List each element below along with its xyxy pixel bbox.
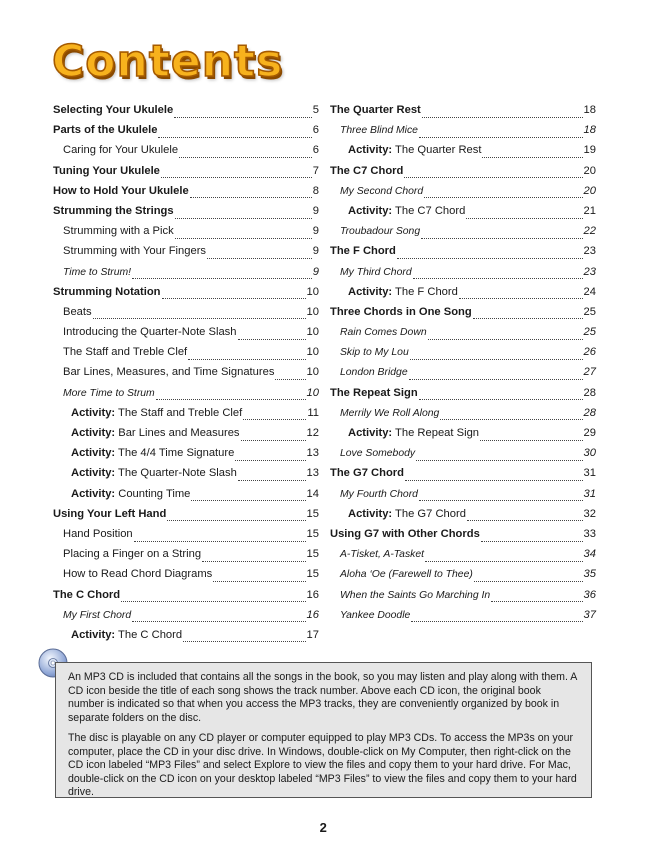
activity-title: The F Chord [395,285,458,298]
activity-label: Activity: [71,447,116,460]
toc-entry-title: A-Tisket, A-Tasket [340,549,425,561]
activity-title: The C7 Chord [395,204,466,217]
dot-leader [207,258,312,259]
dot-leader [183,641,305,642]
toc-page-number: 10 [306,386,319,399]
toc-page-number: 20 [583,164,596,177]
dot-leader [202,561,305,562]
toc-entry [330,427,596,447]
activity-label: Activity: [71,628,116,641]
toc-entry-title: My Second Chord [340,185,424,197]
activity-label: Activity: [348,507,393,520]
toc-entry [330,306,596,326]
toc-entry-title [348,427,479,439]
toc-entry-title [71,488,190,500]
dot-leader [410,359,583,360]
toc-page-number: 11 [307,406,319,419]
toc-entry-title: Selecting Your Ukulele [53,104,174,116]
toc-entry-title: Three Chords in One Song [330,305,472,318]
toc-entry [330,266,596,286]
toc-entry-title: Parts of the Ukulele [53,124,158,137]
toc-entry [53,548,319,568]
toc-entry-title: My Fourth Chord [340,488,418,500]
toc-page-number: 8 [312,184,319,197]
toc-entry [330,124,596,144]
toc-entry-title: The C7 Chord [330,164,404,177]
toc-page-number: 35 [583,568,596,581]
toc-entry [330,589,596,609]
toc-entry [53,407,319,427]
toc-entry [330,528,596,548]
dot-leader [474,581,583,582]
activity-label: Activity: [71,467,116,480]
dot-leader [425,561,583,562]
mp3-cd-note [55,662,592,798]
toc-page-number: 13 [306,467,319,480]
toc-entry [53,144,319,164]
toc-page-number: 14 [306,487,319,500]
dot-leader [235,460,305,461]
toc-entry-title: Bar Lines, Measures, and Time Signatures [63,366,275,379]
toc-page-number: 15 [306,568,319,581]
dot-leader [241,440,306,441]
toc-entry-title: Yankee Doodle [340,609,411,621]
toc-page-number: 6 [312,124,319,137]
dot-leader [428,339,583,340]
toc-entry-title: Aloha ‘Oe (Farewell to Thee) [340,569,473,581]
dot-leader [175,238,312,239]
dot-leader [156,399,306,400]
dot-leader [238,339,306,340]
dot-leader [481,541,583,542]
toc-page-number: 18 [583,124,596,137]
dot-leader [459,298,583,299]
dot-leader [238,480,306,481]
toc-entry-title: Strumming with a Pick [63,225,174,238]
dot-leader [174,117,312,118]
toc-entry-title: The Repeat Sign [330,386,418,399]
toc-right-column [330,104,596,629]
toc-entry [330,185,596,205]
activity-title: Bar Lines and Measures [118,427,240,439]
toc-entry [53,225,319,245]
toc-page-number: 9 [312,245,319,258]
toc-entry-title: Skip to My Lou [340,347,409,359]
activity-title: The Repeat Sign [395,427,480,439]
toc-page-number: 16 [306,588,319,601]
toc-entry [53,609,319,629]
dot-leader [161,177,312,178]
toc-page-number: 28 [583,406,596,419]
toc-page-number: 21 [583,204,596,217]
toc-page-number: 5 [312,104,319,116]
toc-entry [53,306,319,326]
toc-entry [330,346,596,366]
toc-entry-title [71,427,240,439]
toc-entry-title: Using G7 with Other Chords [330,527,480,540]
dot-leader [275,379,305,380]
toc-entry-title [348,508,466,520]
toc-entry [53,205,319,225]
toc-entry-title: The G7 Chord [330,467,404,480]
activity-title: The 4/4 Time Signature [118,447,235,460]
dot-leader [473,318,583,319]
dot-leader [132,621,305,622]
toc-entry-title: When the Saints Go Marching In [340,589,491,601]
dot-leader [491,601,582,602]
toc-entry [53,427,319,447]
toc-entry [330,326,596,346]
toc-entry [330,508,596,528]
toc-page-number: 15 [306,507,319,520]
toc-entry [53,467,319,487]
toc-page-number: 25 [583,305,596,318]
dot-leader [405,480,583,481]
toc-entry-title: Placing a Finger on a String [63,548,202,561]
toc-entry [53,568,319,588]
toc-entry-title: Strumming the Strings [53,204,174,217]
toc-page-number: 24 [583,285,596,298]
toc-page-number: 28 [583,386,596,399]
toc-entry [330,144,596,164]
dot-leader [188,359,305,360]
dot-leader [397,258,583,259]
toc-entry-title [71,447,234,459]
toc-entry-title: Time to Strum! [63,266,132,278]
toc-entry-title: Merrily We Roll Along [340,407,440,419]
dot-leader [482,157,582,158]
toc-page-number: 18 [583,104,596,116]
toc-page-number: 10 [306,366,319,379]
activity-label: Activity: [348,144,393,157]
toc-entry-title [348,205,465,217]
toc-entry-title: How to Read Chord Diagrams [63,568,213,581]
toc-entry [330,387,596,407]
dot-leader [419,500,583,501]
toc-page-number: 10 [306,326,319,339]
dot-leader [132,278,312,279]
toc-entry [53,488,319,508]
dot-leader [413,278,583,279]
toc-page-number: 15 [306,548,319,561]
note-paragraph-1: An MP3 CD is included that contains all the songs in the book, so you may listen and play along with them. A CD icon beside the title of each song shows the track number. Above each CD icon, the original book number is indicated so that when you access the MP3 tracks, they are conveniently organized by book in separate folders on the disc. [68,671,577,724]
dot-leader [175,218,312,219]
dot-leader [480,440,583,441]
toc-page-number: 19 [583,144,596,157]
toc-entry-title: Using Your Left Hand [53,507,167,520]
toc-entry-title [71,629,182,641]
toc-entry [330,286,596,306]
toc-entry-title: Beats [63,305,92,318]
toc-entry [53,185,319,205]
dot-leader [190,197,312,198]
activity-title: The G7 Chord [395,507,466,520]
toc-entry [330,609,596,629]
activity-title: The C Chord [118,628,183,641]
toc-entry [330,366,596,386]
toc-entry [330,245,596,265]
toc-entry-title: Tuning Your Ukulele [53,164,160,177]
toc-entry [53,286,319,306]
toc-entry [330,407,596,427]
dot-leader [440,419,582,420]
toc-entry-title: Rain Comes Down [340,327,427,339]
dot-leader [466,218,582,219]
toc-entry [53,508,319,528]
toc-page-number: 9 [312,204,319,217]
toc-page-number: 10 [306,285,319,298]
toc-page-number: 9 [312,225,319,238]
toc-page-number: 20 [583,184,596,197]
toc-page-number: 34 [583,548,596,561]
toc-page-number: 36 [583,588,596,601]
toc-page-number: 6 [312,144,319,157]
toc-entry [330,447,596,467]
toc-page-number: 37 [583,608,596,621]
toc-entry [53,165,319,185]
toc-entry [330,568,596,588]
toc-page-number: 9 [312,265,319,278]
toc-entry [53,104,319,124]
dot-leader [93,318,306,319]
toc-left-column [53,104,319,649]
toc-entry-title: Caring for Your Ukulele [63,144,179,157]
toc-entry [330,225,596,245]
toc-page-number: 10 [306,346,319,359]
toc-page-number: 16 [306,608,319,621]
dot-leader [416,460,582,461]
activity-label: Activity: [71,406,116,419]
dot-leader [421,238,582,239]
toc-page-number: 23 [583,245,596,258]
dot-leader [179,157,312,158]
dot-leader [243,419,306,420]
dot-leader [191,500,305,501]
toc-page-number: 13 [306,447,319,460]
toc-entry [53,366,319,386]
dot-leader [404,177,582,178]
toc-page-number: 15 [306,527,319,540]
toc-page-number: 10 [306,305,319,318]
toc-page-number: 30 [583,447,596,460]
dot-leader [419,137,583,138]
dot-leader [409,379,583,380]
note-paragraph-2: The disc is playable on any CD player or computer equipped to play MP3 CDs. To access the MP3s on your computer, place the CD in your disc drive. In Windows, double-click on My Computer, then right-click on the CD icon labeled “MP3 Files” and select Explore to view the files and copy them to your hard drive. For Mac, double-click on the CD icon on your desktop labeled “MP3 Files” to view the files and copy them to your hard drive. [68,732,577,798]
toc-entry-title: The Staff and Treble Clef [63,346,188,359]
toc-entry-title: Strumming Notation [53,285,161,298]
dot-leader [134,541,306,542]
toc-entry-title: London Bridge [340,367,408,379]
toc-page-number: 12 [306,427,319,439]
activity-title: The Staff and Treble Clef [118,406,243,419]
dot-leader [422,117,583,118]
toc-page-number: 26 [583,346,596,359]
toc-entry-title: Love Somebody [340,448,416,460]
activity-label: Activity: [348,204,393,217]
page-title: Contents [52,36,284,87]
toc-entry-title: The Quarter Rest [330,104,421,116]
toc-entry [53,326,319,346]
toc-entry [330,205,596,225]
toc-entry-title [348,144,481,156]
toc-entry [330,104,596,124]
activity-label: Activity: [71,427,116,439]
activity-title: The Quarter Rest [395,144,482,157]
toc-page-number: 22 [583,225,596,238]
toc-entry-title [71,467,237,479]
toc-page-number: 32 [583,507,596,520]
activity-title: Counting Time [118,487,191,500]
toc-entry-title: The C Chord [53,588,121,601]
toc-entry [53,447,319,467]
toc-page-number: 29 [583,427,596,439]
dot-leader [424,197,582,198]
activity-label: Activity: [348,285,393,298]
toc-entry [53,245,319,265]
dot-leader [411,621,582,622]
toc-entry-title: Strumming with Your Fingers [63,245,207,258]
toc-page-number: 23 [583,265,596,278]
toc-entry-title: My Third Chord [340,266,412,278]
toc-entry [330,548,596,568]
toc-page-number: 33 [583,527,596,540]
toc-entry-title: Troubadour Song [340,226,421,238]
dot-leader [467,520,583,521]
toc-entry [53,528,319,548]
toc-page-number: 25 [583,326,596,339]
dot-leader [158,137,311,138]
toc-entry [53,589,319,609]
activity-label: Activity: [71,487,116,500]
page-number: 2 [319,820,328,835]
dot-leader [419,399,583,400]
toc-entry-title: Three Blind Mice [340,125,418,137]
toc-entry-title: My First Chord [63,609,132,621]
toc-entry-title: Hand Position [63,527,133,540]
toc-entry-title [348,286,458,298]
toc-entry [53,346,319,366]
toc-page-number: 27 [583,366,596,379]
activity-title: The Quarter-Note Slash [118,467,237,480]
toc-entry-title: More Time to Strum [63,387,155,399]
dot-leader [167,520,305,521]
toc-entry [330,165,596,185]
toc-entry [53,266,319,286]
toc-entry-title [71,407,242,419]
toc-page-number: 7 [312,164,319,177]
toc-entry-title: How to Hold Your Ukulele [53,184,189,197]
toc-entry [53,124,319,144]
toc-page-number: 17 [306,628,319,641]
toc-entry [53,387,319,407]
dot-leader [121,601,305,602]
activity-label: Activity: [348,427,393,439]
dot-leader [213,581,305,582]
toc-entry-title: The F Chord [330,245,396,258]
toc-entry [330,467,596,487]
toc-entry [53,629,319,649]
toc-entry [330,488,596,508]
toc-page-number: 31 [583,487,596,500]
toc-entry-title: Introducing the Quarter-Note Slash [63,326,237,339]
toc-page-number: 31 [583,467,596,480]
dot-leader [162,298,306,299]
